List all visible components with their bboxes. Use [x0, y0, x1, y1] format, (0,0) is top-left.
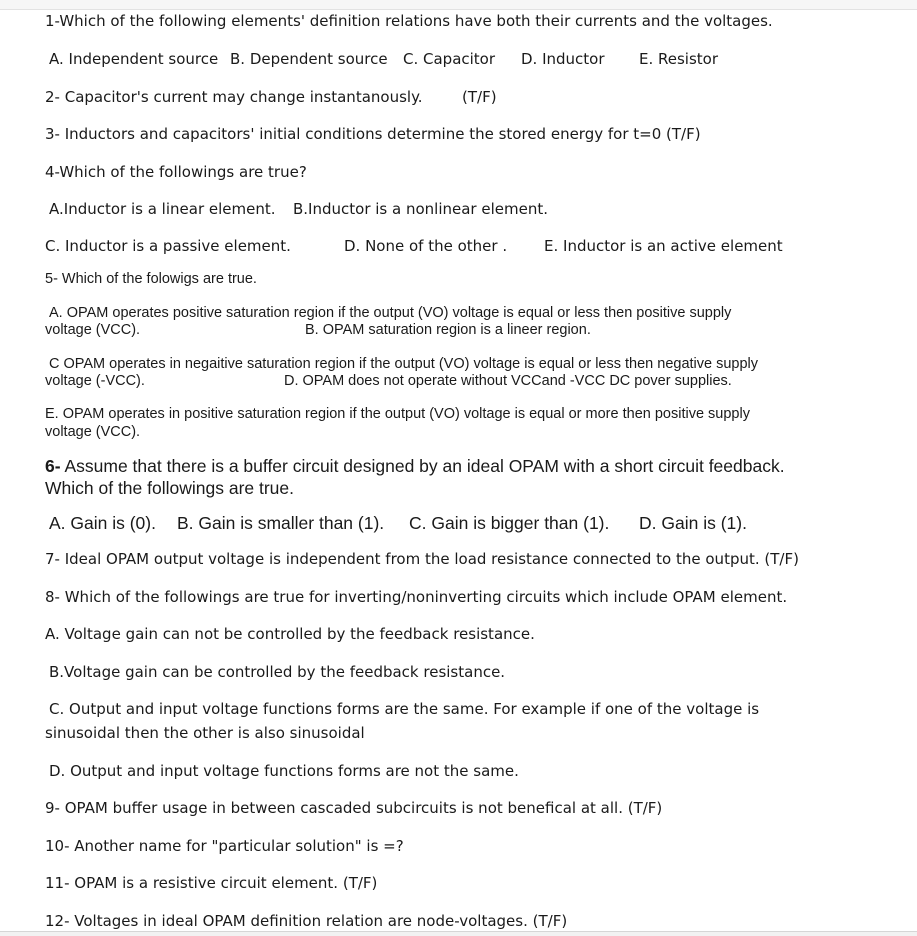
page-bottom-edge	[0, 931, 917, 936]
question-5: 5- Which of the folowigs are true.	[45, 271, 257, 287]
q5-option-c-line2: voltage (-VCC).	[45, 373, 145, 389]
question-6-line1	[45, 455, 785, 477]
q5-option-e-line1: E. OPAM operates in positive saturation region if the output (VO) voltage is equal or more then positive supply	[45, 406, 750, 422]
q4-option-c: C. Inductor is a passive element.	[45, 237, 291, 255]
q8-option-d: D. Output and input voltage functions forms are not the same.	[49, 762, 519, 780]
page-top-edge	[0, 0, 917, 10]
question-7: 7- Ideal OPAM output voltage is independent from the load resistance connected to the output. (T/F)	[45, 550, 799, 568]
q8-option-a: A. Voltage gain can not be controlled by the feedback resistance.	[45, 625, 535, 643]
q1-option-e: E. Resistor	[639, 50, 719, 68]
question-2: 2- Capacitor's current may change instantanously.	[45, 88, 423, 106]
q6-option-a: A. Gain is (0).	[49, 513, 156, 533]
question-1: 1-Which of the following elements' definition relations have both their currents and the voltages.	[45, 12, 773, 30]
q4-option-d: D. None of the other .	[344, 237, 508, 255]
question-12: 12- Voltages in ideal OPAM definition relation are node-voltages. (T/F)	[45, 912, 568, 930]
q1-option-a: A. Independent source	[49, 50, 219, 68]
q8-option-b: B.Voltage gain can be controlled by the feedback resistance.	[49, 663, 506, 681]
q5-option-e-line2: voltage (VCC).	[45, 424, 141, 440]
q5-option-b: B. OPAM saturation region is a lineer region.	[305, 322, 591, 338]
q6-number: 6-	[45, 456, 61, 476]
q6-option-c: C. Gain is bigger than (1).	[409, 513, 610, 533]
q1-option-b: B. Dependent source	[230, 50, 388, 68]
question-10: 10- Another name for "particular solution" is =?	[45, 837, 404, 855]
question-3: 3- Inductors and capacitors' initial conditions determine the stored energy for t=0 (T/F)	[45, 125, 701, 143]
q4-option-e: E. Inductor is an active element	[544, 237, 783, 255]
q5-option-a-line2: voltage (VCC).	[45, 322, 141, 338]
question-4: 4-Which of the followings are true?	[45, 163, 307, 181]
q4-option-b: B.Inductor is a nonlinear element.	[293, 200, 548, 218]
q5-option-a-line1: A. OPAM operates positive saturation region if the output (VO) voltage is equal or less then positive supply	[49, 305, 732, 321]
q8-option-c-line2: sinusoidal then the other is also sinusoidal	[45, 724, 365, 742]
q5-option-d: D. OPAM does not operate without VCCand -VCC DC pover supplies.	[284, 373, 732, 389]
question-8: 8- Which of the followings are true for inverting/noninverting circuits which include OPAM element.	[45, 588, 788, 606]
q5-option-c-line1: C OPAM operates in negaitive saturation region if the output (VO) voltage is equal or less then negative supply	[49, 356, 759, 372]
question-9: 9- OPAM buffer usage in between cascaded subcircuits is not benefical at all. (T/F)	[45, 799, 663, 817]
question-6-line2: Which of the followings are true.	[45, 478, 295, 498]
q4-option-a: A.Inductor is a linear element.	[49, 200, 276, 218]
q1-option-c: C. Capacitor	[403, 50, 496, 68]
q1-option-d: D. Inductor	[521, 50, 605, 68]
q2-answer-format: (T/F)	[462, 88, 497, 106]
q6-text-line1: Assume that there is a buffer circuit designed by an ideal OPAM with a short circuit feedback.	[60, 456, 785, 476]
question-11: 11- OPAM is a resistive circuit element. (T/F)	[45, 874, 378, 892]
q8-option-c-line1: C. Output and input voltage functions forms are the same. For example if one of the voltage is	[49, 700, 760, 718]
q6-option-b: B. Gain is smaller than (1).	[177, 513, 385, 533]
q6-option-d: D. Gain is (1).	[639, 513, 747, 533]
